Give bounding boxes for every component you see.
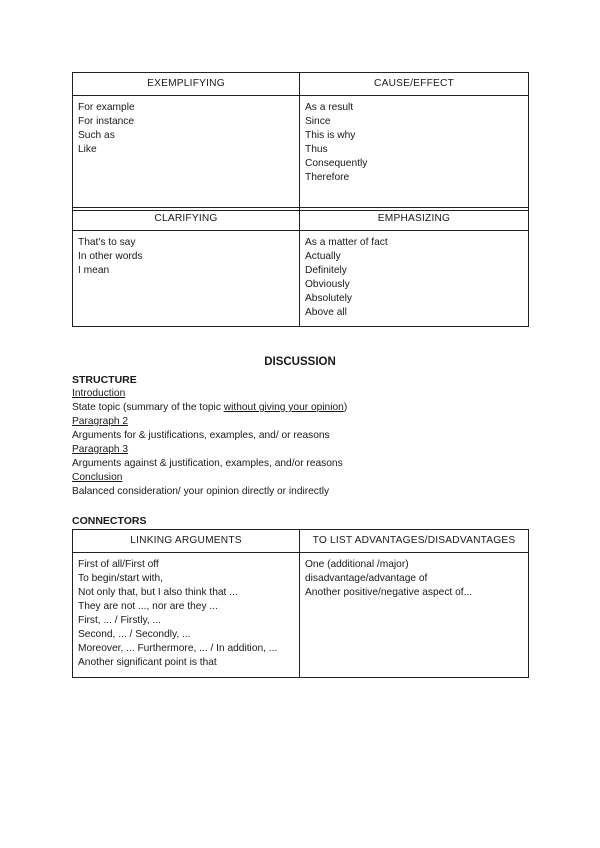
discussion-title: DISCUSSION xyxy=(264,356,336,368)
conclusion-text: Balanced consideration/ your opinion directly or indirectly xyxy=(72,486,330,497)
conclusion-heading: Conclusion xyxy=(72,472,123,483)
list-item: disadvantage/advantage of xyxy=(305,573,428,584)
list-item: As a result xyxy=(305,102,354,113)
introduction-text-underlined: without giving your opinion xyxy=(223,402,344,413)
introduction-text-start: State topic (summary of the topic xyxy=(72,402,224,413)
introduction-text xyxy=(72,401,542,415)
emphasizing-list xyxy=(300,231,529,327)
list-item: One (additional /major) xyxy=(305,559,409,570)
paragraph-2-text: Arguments for & justifications, examples, and/ or reasons xyxy=(72,430,330,441)
list-item: Thus xyxy=(305,144,328,155)
header-linking-arguments: LINKING ARGUMENTS xyxy=(73,530,300,553)
list-item: Consequently xyxy=(305,158,368,169)
list-item: Moreover, ... Furthermore, ... / In addition, ... xyxy=(78,643,278,654)
advantages-list xyxy=(300,553,529,678)
list-item: They are not ..., nor are they ... xyxy=(78,601,218,612)
structure-section xyxy=(72,373,542,499)
linking-arguments-list xyxy=(73,553,300,678)
list-item: Another positive/negative aspect of... xyxy=(305,587,473,598)
list-item: Not only that, but I also think that ... xyxy=(78,587,238,598)
connectors-heading: CONNECTORS xyxy=(72,515,147,527)
list-item: Definitely xyxy=(305,265,347,276)
list-item: That's to say xyxy=(78,237,136,248)
list-item: Second, ... / Secondly, ... xyxy=(78,629,191,640)
table-exemplifying-cause-effect xyxy=(72,72,529,211)
list-item: As a matter of fact xyxy=(305,237,388,248)
header-advantages-disadvantages: TO LIST ADVANTAGES/DISADVANTAGES xyxy=(300,530,529,553)
list-item: Therefore xyxy=(305,172,350,183)
structure-heading: STRUCTURE xyxy=(72,374,137,386)
header-emphasizing: EMPHASIZING xyxy=(300,208,529,231)
list-item: In other words xyxy=(78,251,143,262)
table-linking-advantages xyxy=(72,529,529,678)
table-clarifying-emphasizing xyxy=(72,207,529,327)
list-item: Since xyxy=(305,116,331,127)
list-item: Obviously xyxy=(305,279,350,290)
exemplifying-list xyxy=(73,96,300,211)
list-item: For instance xyxy=(78,116,135,127)
introduction-text-end: ) xyxy=(343,402,348,413)
connectors-section xyxy=(72,514,542,528)
list-item: Like xyxy=(78,144,97,155)
paragraph-2-heading: Paragraph 2 xyxy=(72,416,129,427)
list-item: Another significant point is that xyxy=(78,657,217,668)
introduction-heading: Introduction xyxy=(72,388,126,399)
list-item: This is why xyxy=(305,130,356,141)
list-item: Absolutely xyxy=(305,293,353,304)
list-item: Such as xyxy=(78,130,115,141)
clarifying-list xyxy=(73,231,300,327)
list-item: Actually xyxy=(305,251,341,262)
list-item: I mean xyxy=(78,265,110,276)
paragraph-3-heading: Paragraph 3 xyxy=(72,444,129,455)
list-item: First of all/First off xyxy=(78,559,159,570)
list-item: First, ... / Firstly, ... xyxy=(78,615,162,626)
paragraph-3-text: Arguments against & justification, examples, and/or reasons xyxy=(72,458,343,469)
list-item: Above all xyxy=(305,307,347,318)
list-item: For example xyxy=(78,102,135,113)
header-cause-effect: CAUSE/EFFECT xyxy=(300,73,529,96)
cause-effect-list xyxy=(300,96,529,211)
header-clarifying: CLARIFYING xyxy=(73,208,300,231)
header-exemplifying: EXEMPLIFYING xyxy=(73,73,300,96)
list-item: To begin/start with, xyxy=(78,573,163,584)
